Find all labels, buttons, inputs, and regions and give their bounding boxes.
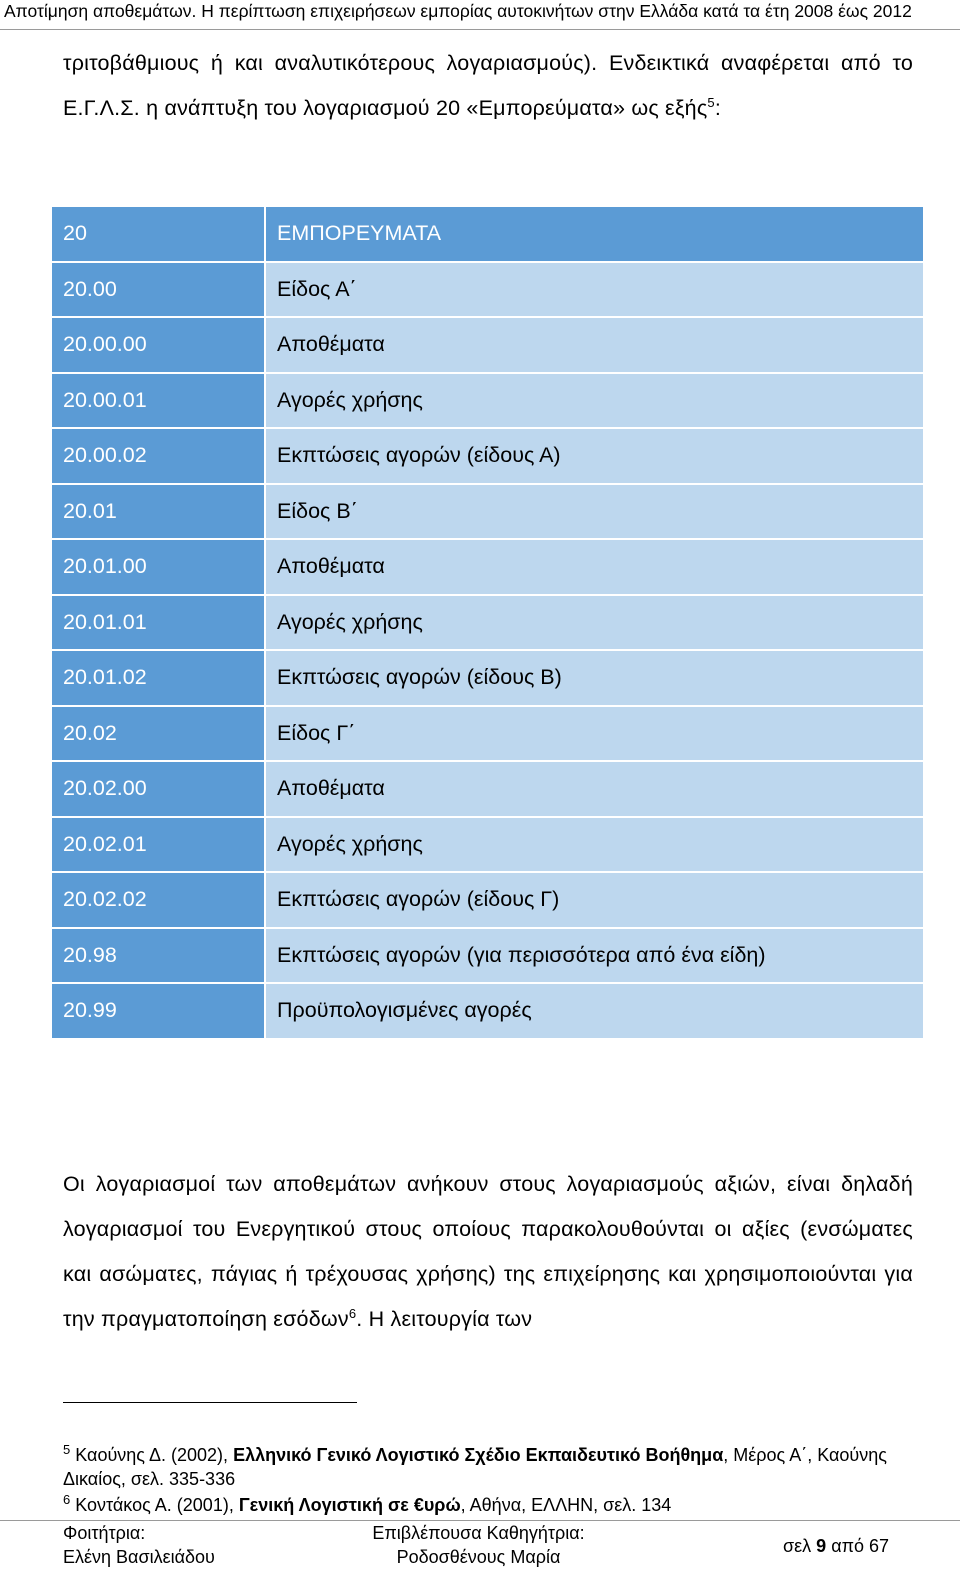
table-row xyxy=(52,539,923,595)
account-description: Αποθέματα xyxy=(265,317,923,373)
footnote-text-end: , Μέρος Α΄, Καούνης Δικαίος, σελ. 335-336 xyxy=(63,1445,887,1489)
table-row xyxy=(52,983,923,1039)
account-code: 20.01.00 xyxy=(52,539,265,595)
account-description: Προϋπολογισμένες αγορές xyxy=(265,983,923,1039)
account-description: Αγορές χρήσης xyxy=(265,595,923,651)
account-description: Αποθέματα xyxy=(265,761,923,817)
account-code: 20.02.00 xyxy=(52,761,265,817)
account-description: Εκπτώσεις αγορών (είδους Γ) xyxy=(265,872,923,928)
body-text: Οι λογαριασμοί των αποθεμάτων ανήκουν στους λογαριασμούς αξιών, είναι δηλαδή λογαριασμοί του Ενεργητικού στους οποίους παρακολουθούνται οι αξίες (ενσώματες και ασώματες, πάγιας ή τρέχουσας χρήσης) της επιχείρησης και χρησιμοποιούνται για την πραγματοποίηση εσόδων xyxy=(63,1172,913,1331)
account-code: 20.99 xyxy=(52,983,265,1039)
footnote-ref-5[interactable]: 5 xyxy=(707,94,715,110)
intro-text-end: : xyxy=(714,96,722,120)
account-description: Αποθέματα xyxy=(265,539,923,595)
table-header-row xyxy=(52,207,923,262)
account-code: 20.01.02 xyxy=(52,650,265,706)
account-code: 20.01.01 xyxy=(52,595,265,651)
account-code: 20.00.02 xyxy=(52,428,265,484)
page-prefix: σελ xyxy=(783,1536,812,1556)
account-description: Είδος Β΄ xyxy=(265,484,923,540)
intro-paragraph xyxy=(63,41,913,131)
table-row xyxy=(52,928,923,984)
footer-supervisor-name: Ροδοσθένους Μαρία xyxy=(396,1547,561,1567)
table-row xyxy=(52,650,923,706)
table-row xyxy=(52,262,923,318)
intro-text: τριτοβάθμιους ή και αναλυτικότερους λογαριασμούς). Ενδεικτικά αναφέρεται από το Ε.Γ.Λ.Σ. η ανάπτυξη του λογαριασμού 20 «Εμπορεύματα» ως εξής xyxy=(63,51,913,120)
accounts-table xyxy=(52,207,923,1040)
account-code: 20.02.02 xyxy=(52,872,265,928)
table-header-desc: ΕΜΠΟΡΕΥΜΑΤΑ xyxy=(265,207,923,262)
account-description: Εκπτώσεις αγορών (είδους Α) xyxy=(265,428,923,484)
page-footer xyxy=(0,1520,960,1584)
running-header xyxy=(0,0,960,30)
account-description: Είδος Γ΄ xyxy=(265,706,923,762)
table-row xyxy=(52,706,923,762)
footnote-text: Καούνης Δ. (2002), xyxy=(75,1445,234,1465)
account-code: 20.01 xyxy=(52,484,265,540)
body-text-end: . Η λειτουργία των xyxy=(356,1307,533,1331)
account-description: Αγορές χρήσης xyxy=(265,373,923,429)
footnote-number: 6 xyxy=(63,1492,71,1507)
account-code: 20.00.01 xyxy=(52,373,265,429)
footnote-ref-6[interactable]: 6 xyxy=(348,1305,357,1321)
table-row xyxy=(52,761,923,817)
footnote-separator xyxy=(63,1402,357,1403)
footnote-6 xyxy=(63,1493,913,1517)
account-description: Είδος Α΄ xyxy=(265,262,923,318)
table-row xyxy=(52,872,923,928)
table-header-code: 20 xyxy=(52,207,265,262)
footer-student-name: Ελένη Βασιλειάδου xyxy=(63,1547,215,1567)
account-description: Αγορές χρήσης xyxy=(265,817,923,873)
table-row xyxy=(52,373,923,429)
running-header-title: Αποτίμηση αποθεμάτων. Η περίπτωση επιχειρήσεων εμπορίας αυτοκινήτων στην Ελλάδα κατά τα έτη 2008 έως 2012 xyxy=(4,1,912,21)
footnote-title: Ελληνικό Γενικό Λογιστικό Σχέδιο Εκπαιδευτικό Βοήθημα xyxy=(233,1445,724,1465)
account-code: 20.02.01 xyxy=(52,817,265,873)
table-row xyxy=(52,484,923,540)
footnote-text: Κοντάκος Α. (2001), xyxy=(75,1495,239,1515)
table-row xyxy=(52,317,923,373)
footnote-text-end: , Αθήνα, ΕΛΛΗΝ, σελ. 134 xyxy=(460,1495,672,1515)
page-mid: από xyxy=(831,1536,865,1556)
account-code: 20.02 xyxy=(52,706,265,762)
table-row xyxy=(52,817,923,873)
footer-supervisor-label: Επιβλέπουσα Καθηγήτρια: xyxy=(372,1523,585,1543)
footer-student xyxy=(63,1521,215,1569)
footnote-title: Γενική Λογιστική σε €υρώ xyxy=(238,1495,461,1515)
table-row xyxy=(52,428,923,484)
footer-student-label: Φοιτήτρια: xyxy=(63,1523,146,1543)
account-code: 20.00 xyxy=(52,262,265,318)
table-row xyxy=(52,595,923,651)
body-paragraph xyxy=(63,1162,913,1342)
footnote-5 xyxy=(63,1443,913,1491)
account-code: 20.00.00 xyxy=(52,317,265,373)
page-total: 67 xyxy=(869,1536,890,1556)
footer-supervisor xyxy=(366,1521,591,1569)
footnote-number: 5 xyxy=(63,1442,71,1457)
footer-page-number xyxy=(783,1534,889,1558)
account-code: 20.98 xyxy=(52,928,265,984)
accounts-table-body xyxy=(52,207,923,1039)
account-description: Εκπτώσεις αγορών (για περισσότερα από ένα είδη) xyxy=(265,928,923,984)
page-current: 9 xyxy=(816,1536,827,1556)
account-description: Εκπτώσεις αγορών (είδους Β) xyxy=(265,650,923,706)
